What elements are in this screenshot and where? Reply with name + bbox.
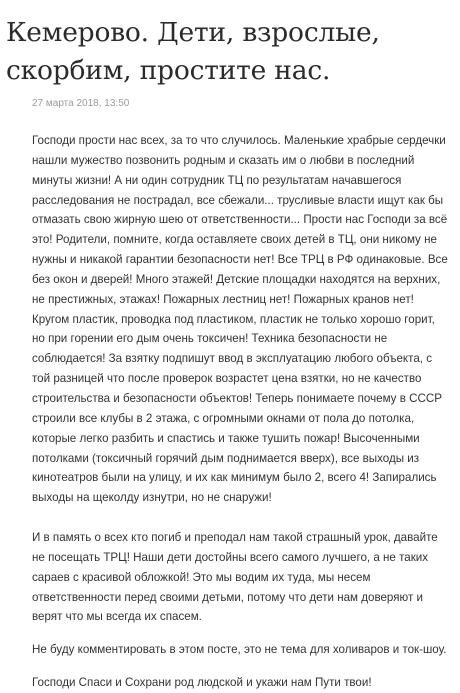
post-paragraph: Господи Спаси и Сохрани род людской и укажи нам Пути твои! — [32, 676, 372, 690]
post-paragraph: Не буду комментировать в этом посте, это не тема для холиваров и ток-шоу. — [32, 643, 447, 657]
post-paragraph: Господи прости нас всех, за то что случилось. Маленькие храбрые сердечки нашли мужество позвонить родным и сказать им о любви в последний минуты жизни! А ни один сотрудник ТЦ по результатам начавшегося расследования не пострадал, все сбежали... трусливые власти ищут как бы отмазать свою жирную шею от ответственности... Прости нас Господи за всё это! Родители, помните, когда оставляете своих детей в ТЦ, они никому не нужны и никакой гарантии безопасности нет! Все ТРЦ в РФ одинаковые. Все без окон и дверей! Много этажей! Детские площадки находятся на верхних, не престижных, этажах! Пожарных лестниц нет! Пожарных кранов нет! Кругом пластик, проводка под пластиком, пластик не только хорошо горит, но при горении его дым очень токсичен! Техника безопасности не соблюдается! За взятку подпишут ввод в эксплуатацию любого объекта, с той разницей что после проверок возрастет цена взятки, но не качество строительства и безопасности объектов! Теперь понимаете почему в СССР строили все клубы в 2 этажа, с огромными окнами от пола до потолка, которые легко разбить и спастись и также тушить пожар! Высоченными потолками (токсичный горячий дым поднимается вверх), все выходы из кинотеатров были на улицу, и их как минимум было 2, всего 4! Запирались выходы на щеколду изнутри, но не снаружи! — [32, 134, 448, 505]
post-title: Кемерово. Дети, взрослые, скорбим, простите нас. — [6, 17, 380, 86]
post-paragraph: И в память о всех кто погиб и преподал нам такой страшный урок, давайте не посещать ТРЦ! Наши дети достойны всего самого лучшего, а не таких сараев с красивой обложкой! Это мы водим их туда, мы несем ответственности перед своими детьми, потому что дети нам доверяют и верят что мы всегда их спасем. — [32, 531, 438, 624]
post-body — [32, 131, 448, 693]
post-date: 27 марта 2018, 13:50 — [32, 98, 130, 109]
